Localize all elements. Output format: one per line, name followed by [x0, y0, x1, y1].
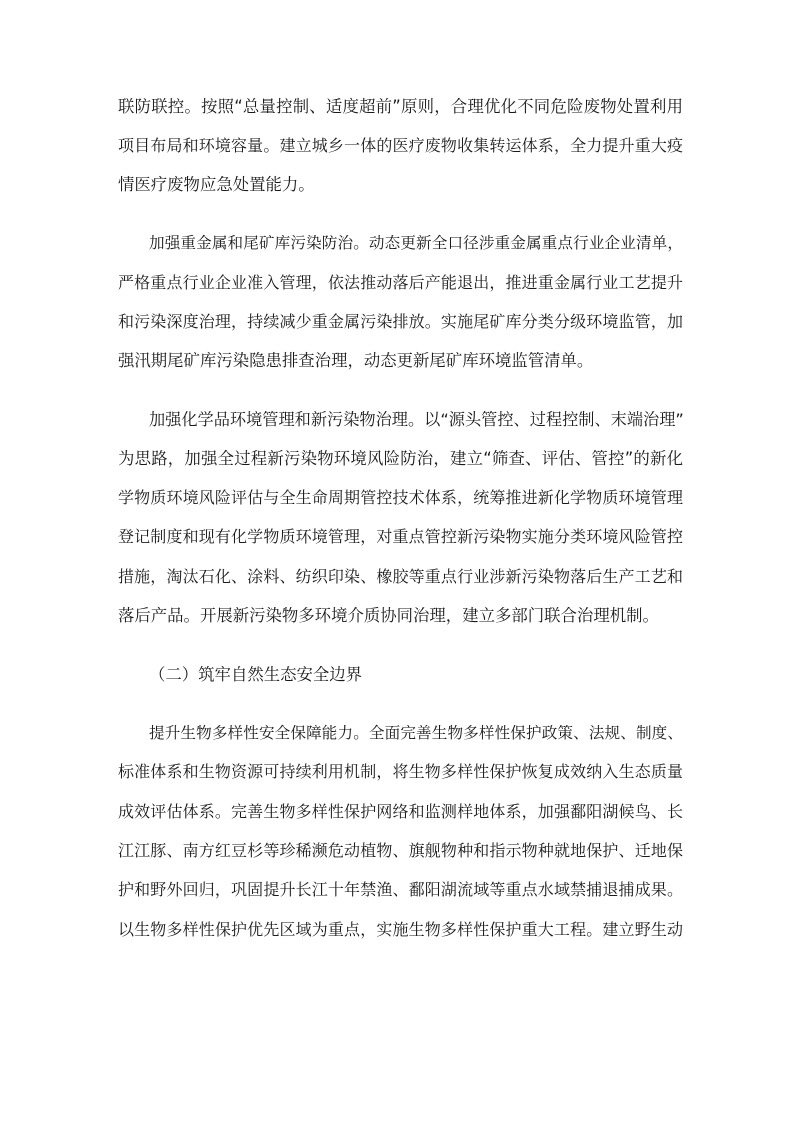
- text-line: 学物质环境风险评估与全生命周期管控技术体系，统筹推进新化学物质环境管理: [118, 488, 683, 507]
- text-line: （二）筑牢自然生态安全边界: [149, 665, 363, 684]
- text-line: 江江豚、南方红豆杉等珍稀濒危动植物、旗舰物种和指示物种就地保护、迁地保: [118, 841, 683, 860]
- text-line: 标准体系和生物资源可持续利用机制，将生物多样性保护恢复成效纳入生态质量: [118, 762, 683, 781]
- text-line: 护和野外回归，巩固提升长江十年禁渔、鄱阳湖流域等重点水域禁捕退捕成果。: [118, 880, 683, 899]
- text-line: 提升生物多样性安全保障能力。全面完善生物多样性保护政策、法规、制度、: [149, 724, 683, 742]
- text-line: 联防联控。按照“总量控制、适度超前”原则，合理优化不同危险废物处置利用: [118, 97, 683, 116]
- text-line: 加强化学品环境管理和新污染物治理。以“源头管控、过程控制、末端治理”: [149, 410, 684, 429]
- text-line: 落后产品。开展新污染物多环境介质协同治理，建立多部门联合治理机制。: [118, 606, 659, 625]
- text-line: 措施，淘汰石化、涂料、纺织印染、橡胶等重点行业涉新污染物落后生产工艺和: [118, 567, 683, 586]
- text-line: 以生物多样性保护优先区域为重点，实施生物多样性保护重大工程。建立野生动: [118, 920, 683, 939]
- text-line: 强汛期尾矿库污染隐患排查治理，动态更新尾矿库环境监管清单。: [118, 351, 594, 370]
- text-line: 成效评估体系。完善生物多样性保护网络和监测样地体系，加强鄱阳湖候鸟、长: [118, 802, 683, 821]
- text-line: 登记制度和现有化学物质环境管理，对重点管控新污染物实施分类环境风险管控: [118, 527, 683, 546]
- text-line: 为思路，加强全过程新污染物环境风险防治，建立“筛查、评估、管控”的新化: [118, 449, 683, 468]
- text-line: 加强重金属和尾矿库污染防治。动态更新全口径涉重金属重点行业企业清单，: [149, 234, 683, 252]
- text-line: 情医疗废物应急处置能力。: [118, 175, 315, 194]
- text-line: 严格重点行业企业准入管理，依法推动落后产能退出，推进重金属行业工艺提升: [118, 273, 683, 292]
- text-line: 项目布局和环境容量。建立城乡一体的医疗废物收集转运体系，全力提升重大疫: [118, 136, 683, 155]
- text-line: 和污染深度治理，持续减少重金属污染排放。实施尾矿库分类分级环境监管，加: [118, 312, 683, 331]
